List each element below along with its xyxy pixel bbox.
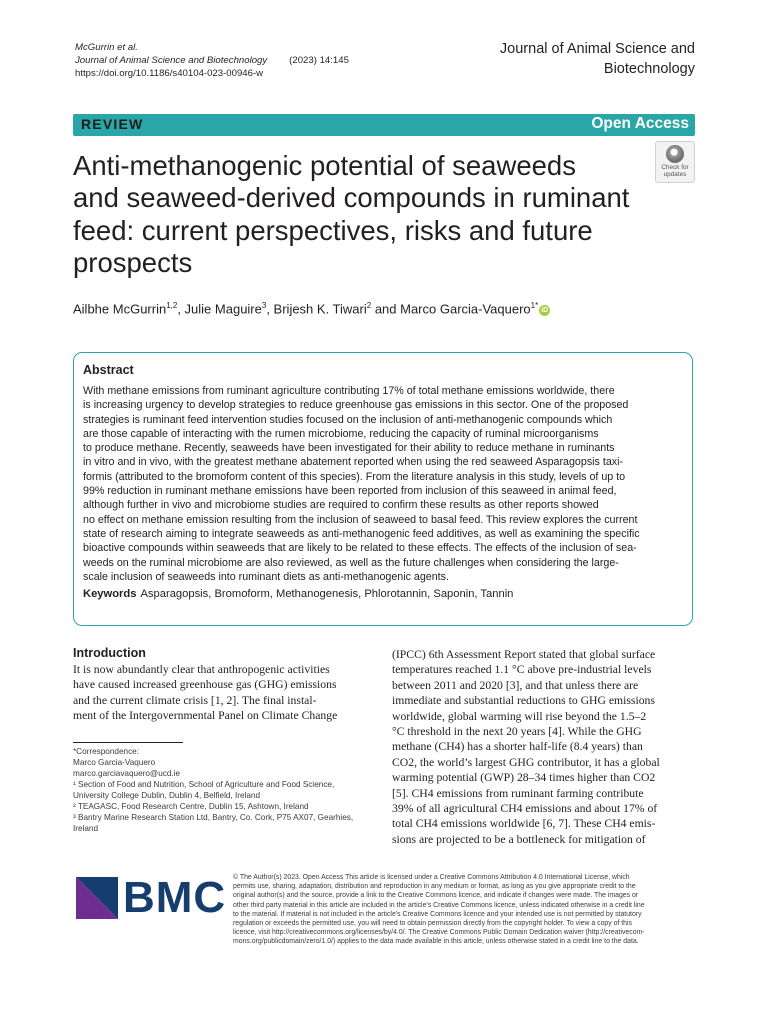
footnote-line: University College Dublin, Dublin 4, Belfield, Ireland — [73, 791, 261, 800]
body-line: methane (CH4) has a shorter half-life (8.4 years) than — [392, 740, 643, 754]
title-line: Anti-methanogenic potential of seaweeds — [73, 150, 576, 181]
body-line: and the current climate crisis [1, 2]. The final instal- — [73, 693, 317, 707]
abstract-line: bioactive compounds within seaweeds that are likely to be related to these effects. The effects of the inclusion of sea- — [83, 542, 637, 555]
header-authors: McGurrin et al. — [75, 42, 138, 53]
bmc-logo — [76, 873, 227, 924]
abstract-line: scale inclusion of seaweeds into ruminant diets as anti-methanogenic agents. — [83, 570, 449, 583]
abstract-line: are those capable of interacting with the rumen microbiome, reducing the capacity of ruminal microorganisms — [83, 427, 599, 440]
badge-label: Check for updates — [661, 164, 689, 178]
check-for-updates-badge[interactable] — [655, 141, 695, 183]
abstract-line: although further in vivo and microbiome studies are required to confirm these results as other reports showed — [83, 499, 599, 512]
body-line: sions are projected to be a bottleneck for mitigation of — [392, 832, 646, 846]
affiliation-marker: 1* — [530, 301, 539, 310]
affiliation-marker: 1,2 — [166, 301, 178, 310]
abstract-text — [83, 384, 683, 584]
author-name[interactable]: and Marco Garcia-Vaquero — [371, 301, 531, 317]
license-line: © The Author(s) 2023. Open Access This article is licensed under a Creative Commons Attribution 4.0 International License, which — [233, 874, 630, 881]
body-line: worldwide, global warming will rise beyond the 1.5–2 — [392, 709, 647, 723]
license-line: regulation or exceeds the permitted use, you will need to obtain permission directly from the copyright holder. To view a copy of this — [233, 920, 632, 928]
keywords-list: Asparagopsis, Bromoform, Methanogenesis, Phlorotannin, Saponin, Tannin — [140, 588, 514, 601]
bmc-logo-mark-icon — [76, 877, 118, 919]
correspondence-footnotes — [73, 746, 373, 834]
abstract-box — [73, 352, 693, 626]
license-line: permits use, sharing, adaptation, distribution and reproduction in any medium or format, as long as you give appropriate credit to the — [233, 883, 636, 891]
body-line: It is now abundantly clear that anthropogenic activities — [73, 663, 330, 676]
footnote-line: Marco Garcia-Vaquero — [73, 758, 156, 767]
body-line: warming potential (GWP) 28–34 times higher than CO2 — [392, 771, 656, 785]
author-name[interactable]: , Brijesh K. Tiwari — [266, 301, 367, 317]
introduction-heading: Introduction — [73, 646, 146, 660]
running-header — [75, 41, 349, 80]
abstract-line: is increasing urgency to develop strategies to reduce greenhouse gas emissions in this sector. One of the proposed — [83, 399, 629, 412]
orcid-icon[interactable]: iD — [541, 307, 549, 315]
intro-column-left — [73, 662, 375, 724]
abstract-line: formis (attributed to the bromoform content of this species). From the literature analysis in this study, levels of up to — [83, 470, 626, 483]
body-line: (IPCC) 6th Assessment Report stated that global surface — [392, 648, 656, 661]
license-line: original author(s) and the source, provide a link to the Creative Commons licence, and indicate if changes were made. The images or — [233, 892, 639, 900]
article-type-bar — [73, 114, 695, 136]
license-link-line[interactable]: licence, visit http://creativecommons.org/licenses/by/4.0/. The Creative Commons Public Domain Dedication waiver (http://creativecom- — [233, 929, 645, 937]
abstract-line: to produce methane. Recently, seaweeds have been investigated for their ability to reduce methane in ruminants — [83, 442, 615, 455]
affiliation-marker: 2 — [366, 301, 372, 310]
abstract-line: in vitro and in vivo, with the greatest methane abatement reported when using the red seaweed Asparagopsis taxi- — [83, 456, 624, 469]
article-title — [73, 150, 658, 280]
open-access-label: Open Access — [591, 115, 689, 132]
footnote-line: ¹ Section of Food and Nutrition, School of Agriculture and Food Science, — [73, 780, 335, 789]
title-line: feed: current perspectives, risks and future — [73, 214, 593, 246]
title-line: prospects — [73, 247, 193, 279]
body-line: between 2011 and 2020 [3], and that unless there are — [392, 678, 639, 692]
author-name[interactable]: , Julie Maguire — [177, 301, 262, 317]
header-doi-link[interactable]: https://doi.org/10.1186/s40104-023-00946-w — [75, 68, 264, 79]
body-line: 39% of all agricultural CH4 emissions and about 17% of — [392, 802, 658, 816]
keywords-label: Keywords — [83, 588, 137, 601]
bmc-logo-text: BMC — [123, 873, 227, 922]
body-line: total CH4 emissions worldwide [6, 7]. These CH4 emis- — [392, 817, 656, 831]
header-journal: Journal of Animal Science and Biotechnology — [75, 55, 268, 66]
body-line: immediate and substantial reductions to GHG emissions — [392, 694, 655, 708]
keywords — [83, 587, 683, 602]
abstract-line: weeds on the ruminal microbiome are also reviewed, as well as the future challenges when considering the large- — [83, 556, 619, 569]
abstract-heading: Abstract — [83, 363, 134, 377]
abstract-line: no effect on methane emission resulting from the inclusion of seaweed to basal feed. This review explores the current — [83, 513, 638, 526]
abstract-line: 99% reduction in ruminant methane emissions have been reported from inclusion of this seaweed in animal feed, — [83, 485, 617, 498]
body-line: °C threshold in the next 20 years [4]. While the GHG — [392, 725, 642, 739]
footnote-divider — [73, 742, 183, 743]
article-type: REVIEW — [81, 116, 144, 132]
body-line: have caused increased greenhouse gas (GHG) emissions — [73, 678, 337, 692]
check-for-updates-icon — [666, 145, 684, 163]
license-line: to the material. If material is not included in the article’s Creative Commons licence and your intended use is not permitted by statutory — [233, 910, 642, 918]
body-line: [5]. CH4 emissions from ruminant farming contribute — [392, 786, 644, 800]
footnote-line: Ireland — [73, 824, 99, 833]
footnote-line: ² TEAGASC, Food Research Centre, Dublin 15, Ashtown, Ireland — [73, 802, 309, 811]
journal-name-line1: Journal of Animal Science and — [499, 41, 695, 57]
journal-name-line2: Biotechnology — [603, 61, 695, 77]
author-name[interactable]: Ailbhe McGurrin — [73, 301, 167, 317]
license-link-line[interactable]: mons.org/publicdomain/zero/1.0/) applies to the data made available in this article, unless otherwise stated in a credit line to the data. — [233, 938, 639, 946]
abstract-line: With methane emissions from ruminant agriculture contributing 17% of total methane emissions worldwide, there — [83, 385, 615, 397]
intro-column-right — [392, 647, 694, 847]
license-notice — [233, 873, 696, 947]
title-line: and seaweed-derived compounds in ruminant — [73, 182, 630, 214]
journal-name — [500, 39, 695, 79]
author-list — [73, 297, 550, 318]
body-line: temperatures reached 1.1 °C above pre-industrial levels — [392, 663, 652, 677]
header-volume: (2023) 14:145 — [289, 55, 349, 66]
affiliation-marker: 3 — [261, 301, 267, 310]
footnote-line: *Correspondence: — [73, 747, 139, 756]
footnote-email-link[interactable]: marco.garciavaquero@ucd.ie — [73, 769, 181, 778]
abstract-line: state of research aiming to integrate seaweeds as anti-methanogenic feed additives, as well as examining the specific — [83, 527, 640, 540]
footnote-line: ³ Bantry Marine Research Station Ltd, Bantry, Co. Cork, P75 AX07, Gearhies, — [73, 813, 354, 822]
abstract-line: strategies is ruminant feed intervention studies focused on the inclusion of anti-methanogenic compounds which — [83, 413, 613, 426]
body-line: ment of the Intergovernmental Panel on Climate Change — [73, 709, 338, 723]
license-line: other third party material in this article are included in the article’s Creative Commons licence, unless indicated otherwise in a credit line — [233, 901, 645, 909]
body-line: CO2, the world’s largest GHG contributor, it has a global — [392, 755, 660, 769]
